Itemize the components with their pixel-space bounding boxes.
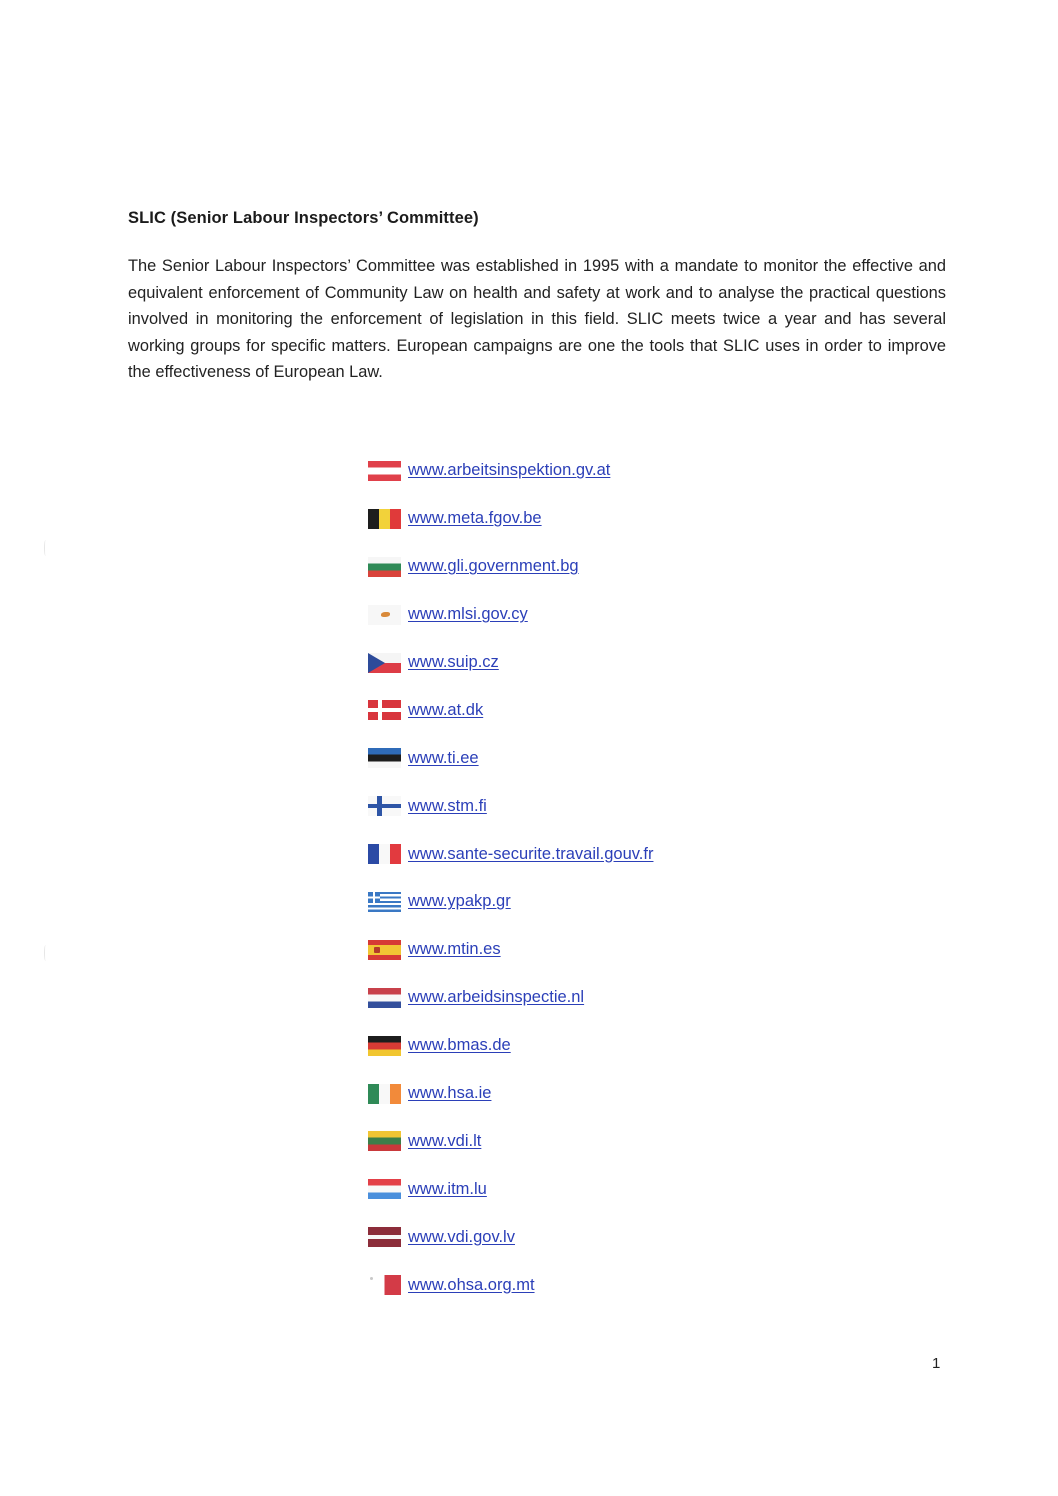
finland-flag-icon bbox=[368, 796, 401, 816]
link-greece[interactable]: www.ypakp.gr bbox=[408, 892, 511, 911]
scan-margin-mark bbox=[44, 945, 47, 961]
link-lithuania[interactable]: www.vdi.lt bbox=[408, 1131, 482, 1150]
bulgaria-flag-icon bbox=[368, 557, 401, 577]
list-item bbox=[368, 639, 788, 687]
link-finland[interactable]: www.stm.fi bbox=[408, 796, 487, 815]
list-item bbox=[368, 926, 788, 974]
link-spain[interactable]: www.mtin.es bbox=[408, 940, 501, 959]
intro-paragraph: The Senior Labour Inspectors’ Committee was established in 1995 with a mandate to monitor the effective and equivalent enforcement of Community Law on health and safety at work and to analyse the practical questions involved in monitoring the enforcement of legislation in this field. SLIC meets twice a year and has several working groups for specific matters. European campaigns are one the tools that SLIC uses in order to improve the effectiveness of European Law. bbox=[128, 257, 946, 381]
link-cyprus[interactable]: www.mlsi.gov.cy bbox=[408, 605, 528, 624]
scan-margin-mark bbox=[44, 540, 47, 556]
list-item bbox=[368, 1261, 788, 1309]
link-malta[interactable]: www.ohsa.org.mt bbox=[408, 1275, 535, 1294]
link-bulgaria[interactable]: www.gli.government.bg bbox=[408, 557, 579, 576]
link-czech-republic[interactable]: www.suip.cz bbox=[408, 653, 499, 671]
link-denmark[interactable]: www.at.dk bbox=[408, 700, 484, 719]
malta-flag-icon bbox=[368, 1275, 401, 1295]
denmark-flag-icon bbox=[368, 700, 401, 720]
list-item bbox=[368, 686, 788, 734]
spain-flag-icon bbox=[368, 940, 401, 960]
lithuania-flag-icon bbox=[368, 1131, 401, 1151]
link-list bbox=[368, 447, 788, 1309]
luxembourg-flag-icon bbox=[368, 1179, 401, 1199]
cyprus-flag-icon bbox=[368, 605, 401, 625]
list-item bbox=[368, 1117, 788, 1165]
list-item bbox=[368, 495, 788, 543]
page-number: 1 bbox=[932, 1355, 941, 1372]
list-item bbox=[368, 1213, 788, 1261]
list-item bbox=[368, 830, 788, 878]
link-estonia[interactable]: www.ti.ee bbox=[408, 748, 479, 767]
section-heading: SLIC (Senior Labour Inspectors’ Committee) bbox=[128, 209, 479, 227]
list-item bbox=[368, 1022, 788, 1070]
list-item bbox=[368, 878, 788, 926]
link-netherlands[interactable]: www.arbeidsinspectie.nl bbox=[408, 988, 585, 1007]
latvia-flag-icon bbox=[368, 1227, 401, 1247]
france-flag-icon bbox=[368, 844, 401, 864]
link-germany[interactable]: www.bmas.de bbox=[408, 1036, 511, 1055]
list-item bbox=[368, 543, 788, 591]
link-austria[interactable]: www.arbeitsinspektion.gv.at bbox=[408, 461, 611, 480]
list-item bbox=[368, 1070, 788, 1118]
netherlands-flag-icon bbox=[368, 988, 401, 1008]
austria-flag-icon bbox=[368, 461, 401, 481]
list-item bbox=[368, 591, 788, 639]
list-item bbox=[368, 447, 788, 495]
list-item bbox=[368, 974, 788, 1022]
ireland-flag-icon bbox=[368, 1084, 401, 1104]
link-belgium[interactable]: www.meta.fgov.be bbox=[408, 509, 542, 528]
link-ireland[interactable]: www.hsa.ie bbox=[408, 1084, 492, 1103]
link-latvia[interactable]: www.vdi.gov.lv bbox=[408, 1227, 515, 1246]
estonia-flag-icon bbox=[368, 748, 401, 768]
link-luxembourg[interactable]: www.itm.lu bbox=[408, 1179, 487, 1198]
belgium-flag-icon bbox=[368, 509, 401, 529]
czech-republic-flag-icon bbox=[368, 653, 401, 673]
link-france[interactable]: www.sante-securite.travail.gouv.fr bbox=[408, 844, 654, 863]
germany-flag-icon bbox=[368, 1036, 401, 1056]
greece-flag-icon bbox=[368, 892, 401, 912]
list-item bbox=[368, 782, 788, 830]
list-item bbox=[368, 734, 788, 782]
list-item bbox=[368, 1165, 788, 1213]
